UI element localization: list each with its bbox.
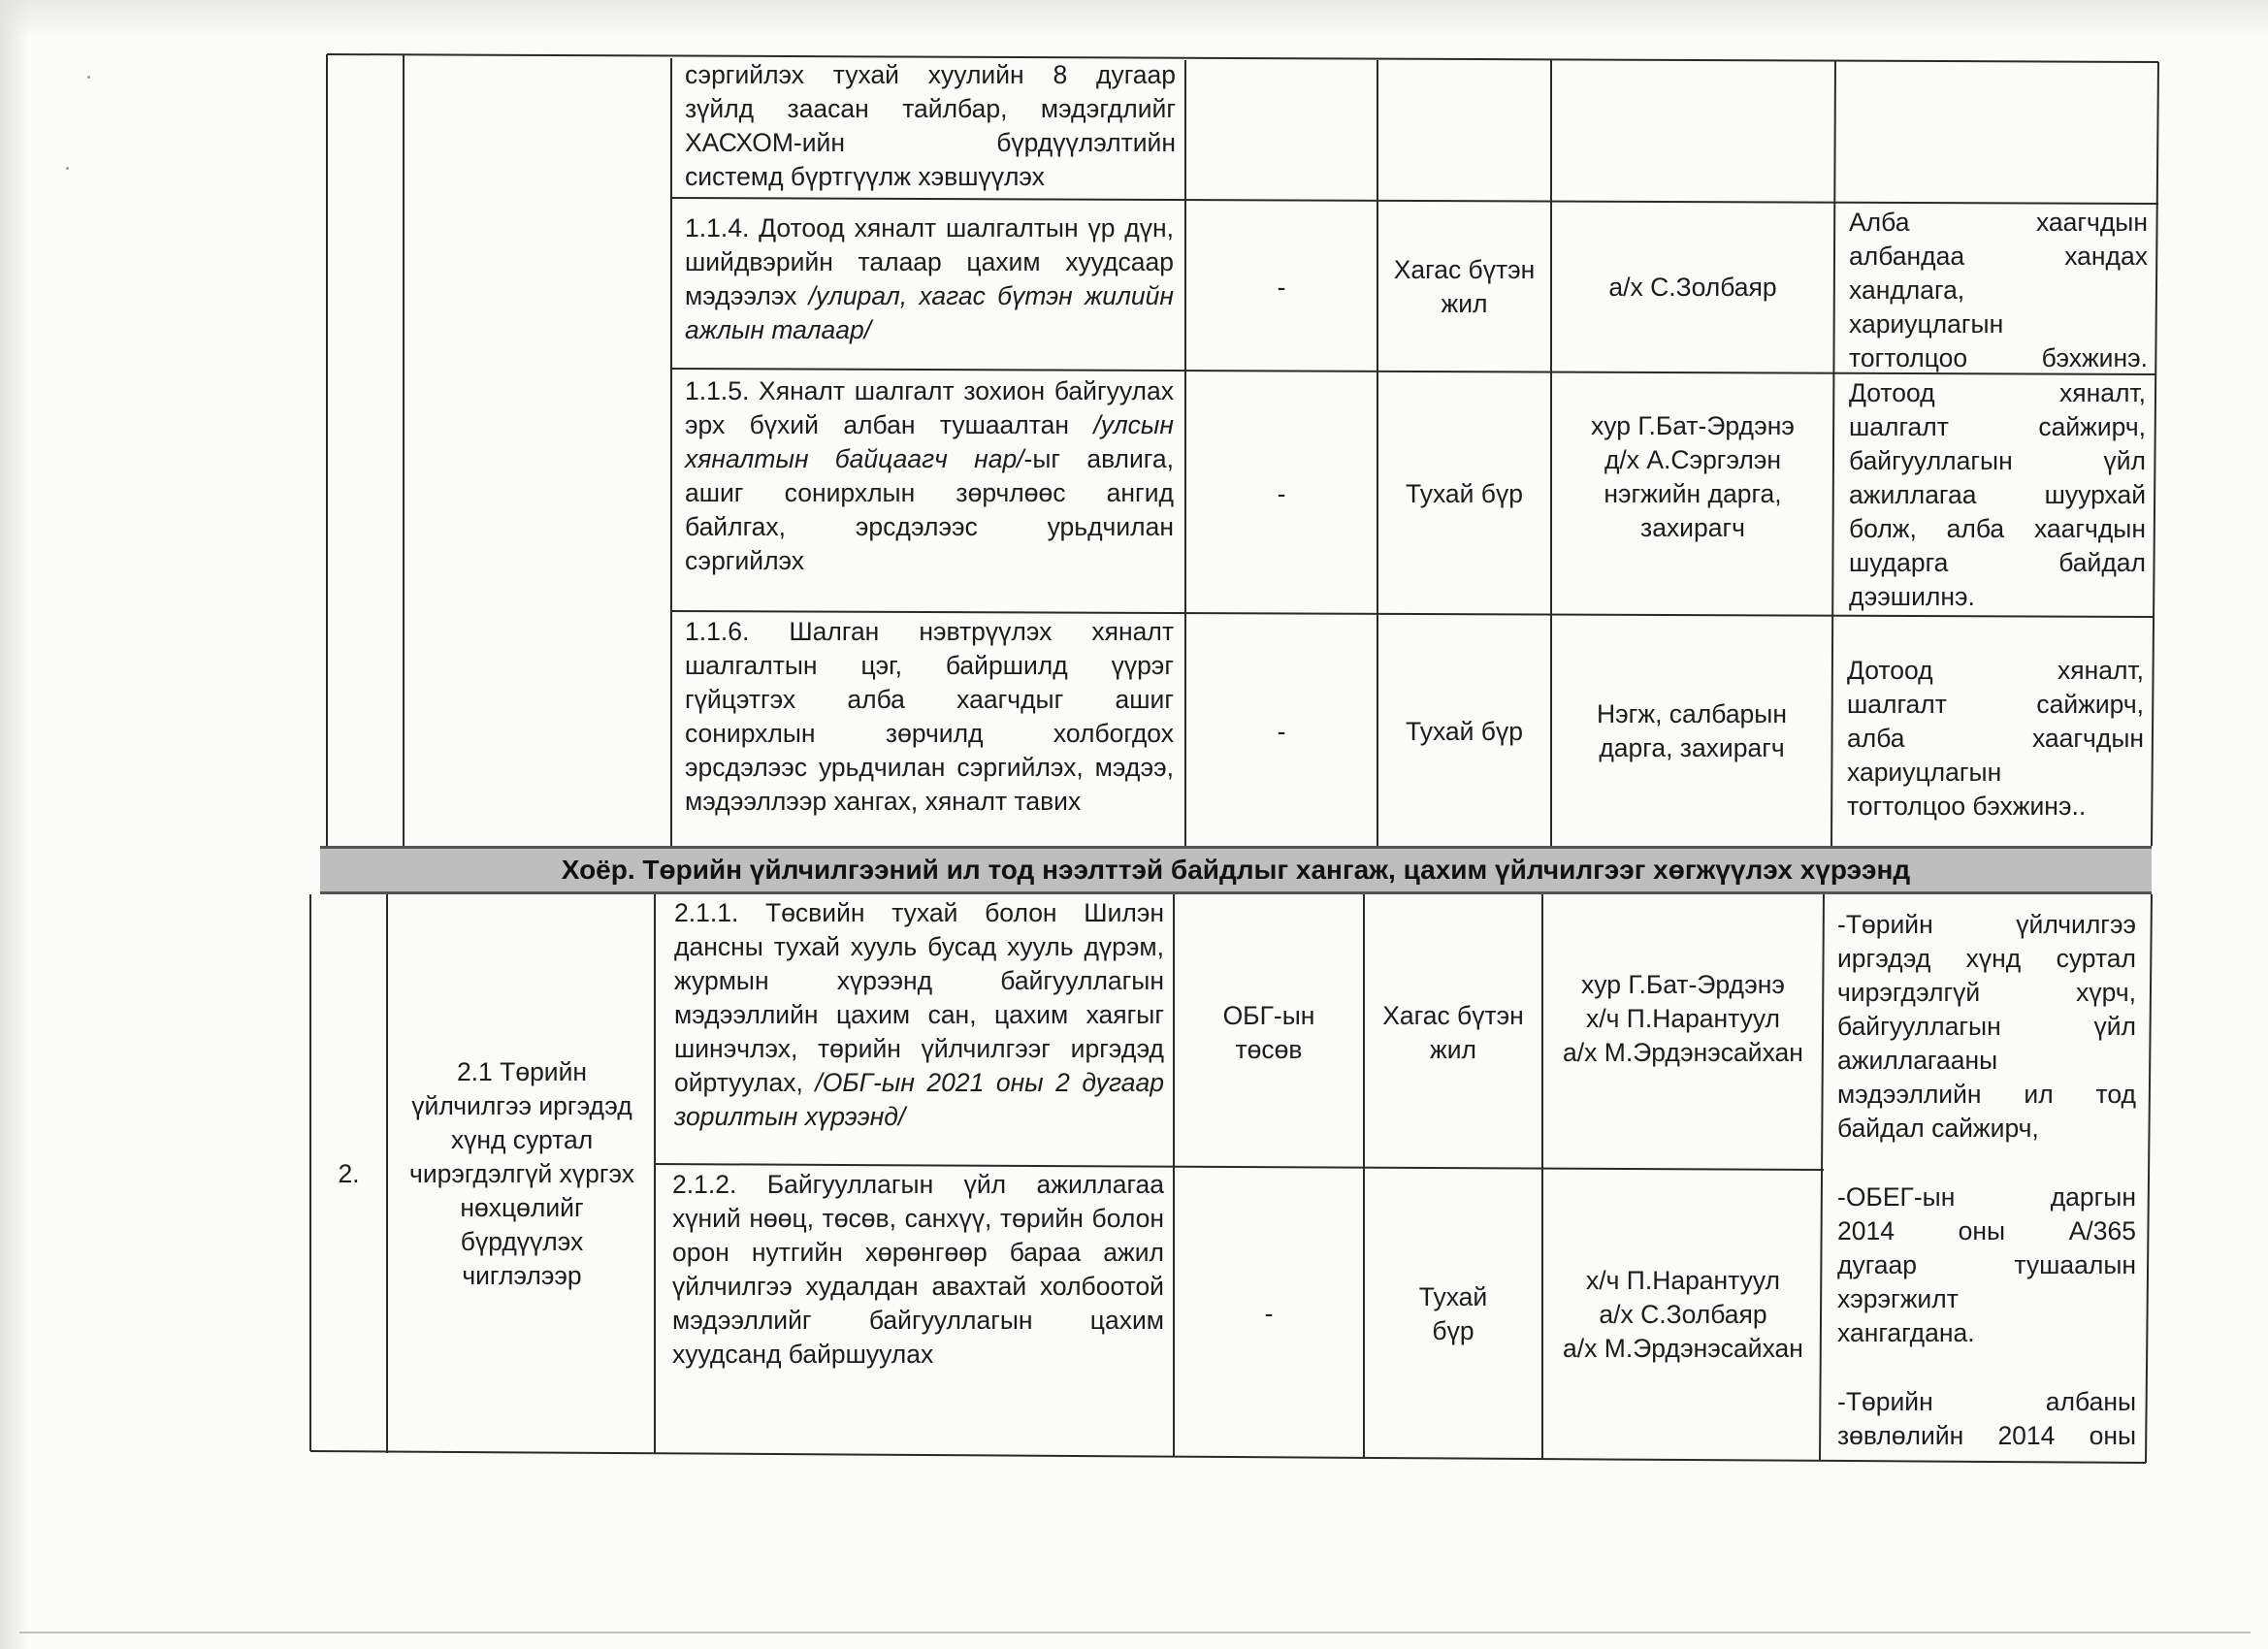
responsible-line: захирагч	[1640, 513, 1745, 542]
result-line: байгууллагын үйл	[1849, 446, 2146, 475]
responsible-cell	[1542, 960, 1824, 1077]
scan-bottom-edge	[19, 1632, 2251, 1633]
task-cell	[673, 210, 1183, 371]
responsible-cell	[1551, 617, 1832, 846]
time-cell: Тухай бүр	[1418, 1282, 1488, 1345]
responsible-line: Нэгж, салбарын	[1597, 699, 1787, 728]
responsible-line: х/ч П.Нарантуул	[1586, 1265, 1780, 1295]
result-line: чирэгдэлгүй хүрч,	[1837, 978, 2136, 1007]
result-line: болж, алба хаагчдын	[1849, 514, 2146, 543]
objective-cell: 2.1 Төрийн үйлчилгээ иргэдэд хүнд суртал чирэгдэлгүй хүргэх нөхцөлийг бүрдүүлэх чиглэлээр	[409, 1056, 634, 1290]
result-line: Дотоод хяналт,	[1847, 656, 2144, 685]
row-number: 2.	[338, 1158, 360, 1188]
task-note: /ОБГ-ын 2021 оны 2 дугаар зорилтын хүрээнд/	[674, 1068, 1164, 1131]
budget-cell: -	[1277, 716, 1286, 746]
task-text: 2.1.1. Төсвийн тухай болон Шилэн дансны тухай хууль бусад хууль дүрэм, журмын хүрээнд байгууллагын мэдээллийн цахим сан, цахим хаягыг шинэчлэх, төрийн үйлчилгээг иргэдэд ойртуулах,	[674, 898, 1164, 1097]
result-line: тогтолцоо бэхжинэ..	[1847, 792, 2087, 821]
responsible-line: хур Г.Бат-Эрдэнэ	[1581, 969, 1785, 999]
responsible-cell	[1551, 374, 1834, 565]
task-line: системд бүртгүүлж хэвшүүлэх	[685, 162, 1045, 191]
section-header: Хоёр. Төрийн үйлчилгээний ил тод нээлттэй байдлыг хангаж, цахим үйлчилгээг хөгжүүлэх хүрээнд	[320, 846, 2152, 894]
time-cell: Хагас бүтэн жил	[1393, 255, 1536, 318]
result-line: байгууллагын үйл	[1837, 1012, 2136, 1041]
task-cell	[657, 894, 1174, 1164]
task-note: /улсын хяналтын байцаагч нар/	[685, 410, 1174, 473]
task-note: /улирал, хагас бүтэн жилийн ажлын талаар/	[685, 281, 1174, 344]
task-cell	[673, 56, 1185, 198]
budget-cell: -	[1277, 272, 1286, 302]
budget-cell: ОБГ-ын төсөв	[1222, 1001, 1315, 1064]
result-cell	[1824, 906, 2146, 1457]
task-cell	[673, 613, 1183, 846]
task-text-tail: -ыг авлига, ашиг сонирхлын зөрчлөөс ангид байлгах, эрсдэлээс урьдчилан сэргийлэх	[685, 444, 1174, 575]
budget-cell: -	[1264, 1298, 1274, 1328]
task-text: 1.1.6. Шалган нэвтрүүлэх хяналт шалгалтын цэг, байршилд үүрэг гүйцэтгэх алба хаагчдыг ашиг сонирхлын зөрчилд холбогдох эрсдэлээс урьдчилан сэргийлэх, мэдээ, мэдээллээр хангах, хяналт тавих	[685, 617, 1174, 816]
result-cell	[1835, 374, 2155, 617]
responsible-line: нэгжийн дарга,	[1604, 479, 1782, 508]
responsible-line: а/х М.Эрдэнэсайхан	[1563, 1333, 1803, 1363]
result-line: -Төрийн үйлчилгээ	[1837, 910, 2136, 939]
result-line: -Төрийн албаны	[1837, 1387, 2136, 1416]
task-cell	[657, 1166, 1174, 1453]
result-line: Алба хаагчдын	[1849, 208, 2148, 237]
budget-cell: -	[1277, 478, 1286, 508]
table-border-right-lower	[2146, 894, 2152, 1463]
result-line: байдал сайжирч,	[1837, 1114, 2039, 1143]
result-line: ажиллагааны	[1837, 1046, 1998, 1075]
result-line: ажиллагаа шуурхай	[1849, 480, 2146, 509]
responsible-cell	[1542, 1251, 1824, 1377]
task-text: 1.1.4. Дотоод хяналт шалгалтын үр дүн, шийдвэрийн талаар цахим хуудсаар мэдээлэх	[685, 213, 1174, 310]
result-line: хариуцлагын	[1847, 758, 2002, 787]
result-line: хандлага,	[1849, 275, 1965, 305]
task-cell	[673, 372, 1183, 611]
result-line: шалгалт сайжирч,	[1847, 690, 2144, 719]
task-line: ХАСХОМ-ийн бүрдүүлэлтийн	[685, 128, 1176, 157]
result-line: шударга байдал	[1849, 548, 2146, 577]
time-cell: Тухай бүр	[1406, 478, 1523, 508]
task-text: 1.1.5. Хяналт шалгалт зохион байгуулах эрх бүхий албан тушаалтан	[685, 376, 1174, 439]
responsible-line: х/ч П.Нарантуул	[1586, 1003, 1780, 1033]
result-cell	[1833, 652, 2154, 846]
result-line: шалгалт сайжирч,	[1849, 412, 2146, 441]
responsible-line: а/х М.Эрдэнэсайхан	[1563, 1037, 1803, 1067]
result-line: тогтолцоо бэхжинэ.	[1849, 343, 2148, 372]
result-line: дээшилнэ.	[1849, 582, 1975, 611]
time-cell: Тухай бүр	[1406, 716, 1523, 746]
time-cell: Хагас бүтэн жил	[1382, 1001, 1524, 1064]
task-line: зүйлд заасан тайлбар, мэдэгдлийг	[685, 94, 1176, 123]
table-border-top	[327, 54, 2158, 62]
result-line: алба хаагчдын	[1847, 724, 2144, 753]
responsible-line: д/х А.Сэргэлэн	[1604, 445, 1782, 474]
result-line: хангагдана.	[1837, 1318, 1975, 1347]
result-line: хэрэгжилт	[1837, 1284, 1959, 1313]
task-text: 2.1.2. Байгууллагын үйл ажиллагаа хүний нөөц, төсөв, санхүү, төрийн болон орон нутгийн хөрөнгөөр бараа ажил үйлчилгээ худалдан авахтай холбоотой мэдээллийг байгууллагын цахим хуудсанд байршуулах	[672, 1170, 1164, 1369]
task-line: сэргийлэх тухай хуулийн 8 дугаар	[685, 60, 1176, 89]
result-cell	[1835, 204, 2157, 374]
result-line: зөвлөлийн 2014 оны	[1837, 1421, 2136, 1450]
result-line: -ОБЕГ-ын даргын	[1837, 1182, 2136, 1212]
responsible-line: хур Г.Бат-Эрдэнэ	[1591, 411, 1795, 440]
result-line: албандаа хандах	[1849, 242, 2148, 271]
result-line: дугаар тушаалын	[1837, 1250, 2136, 1279]
result-spacer	[1837, 1146, 2136, 1180]
result-spacer	[1837, 1350, 2136, 1385]
result-line: хариуцлагын	[1849, 309, 2004, 339]
responsible-line: дарга, захирагч	[1599, 733, 1785, 762]
result-line: мэдээллийн ил тод	[1837, 1080, 2136, 1109]
result-line: иргэдэд хүнд суртал	[1837, 944, 2136, 973]
responsible-line: а/х С.Золбаяр	[1599, 1299, 1767, 1329]
responsible-cell: а/х С.Золбаяр	[1608, 272, 1777, 302]
result-line: Дотоод хяналт,	[1849, 378, 2146, 407]
result-line: 2014 оны А/365	[1837, 1216, 2136, 1245]
